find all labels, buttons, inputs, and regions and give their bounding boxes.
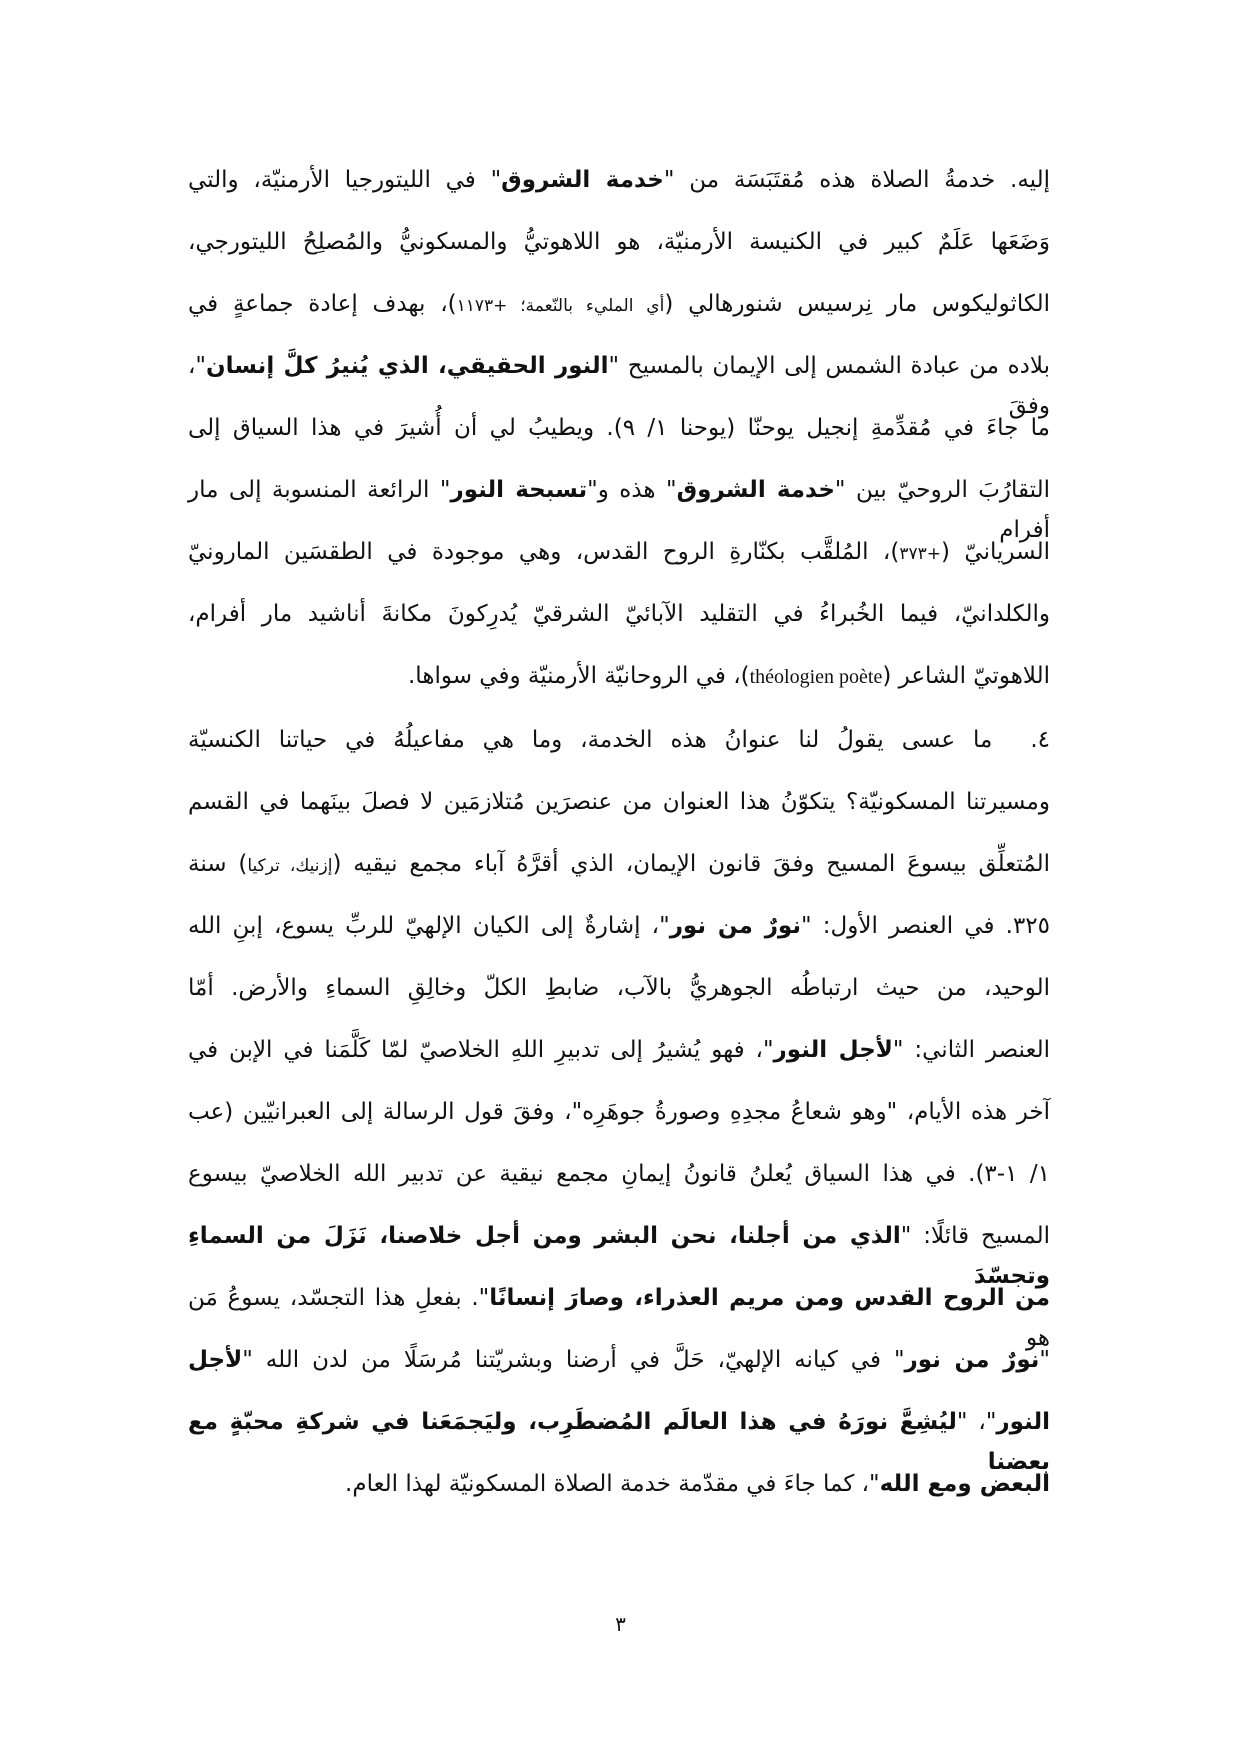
- page-number: ٣: [615, 1612, 626, 1636]
- text-run: إليه. خدمةُ الصلاة هذه مُقتَبَسَة من ": [663, 167, 1050, 193]
- bold-text-run: نورٌ من نور: [904, 1347, 1040, 1373]
- bold-text-run: لأجل: [188, 1347, 243, 1373]
- small-text-run: إزنيك، تركيا: [247, 856, 333, 876]
- text-run: ٣٢٥. في العنصر الأول: ": [801, 913, 1051, 939]
- text-line: [188, 1340, 1050, 1380]
- text-run: ما جاءَ في مُقدِّمةِ إنجيل يوحنّا (يوحنا ١/ ٩). ويطيبُ لي أن أُشيرَ في هذا السياق إلى: [188, 415, 1050, 441]
- text-line: [188, 1092, 1050, 1132]
- text-run: اللاهوتيّ الشاعر (: [882, 663, 1050, 689]
- line-content: [188, 1092, 1050, 1132]
- text-run: "، وفقَ: [188, 353, 1050, 419]
- line-content: [188, 284, 1050, 326]
- text-run: بلاده من عبادة الشمس إلى الإيمان بالمسيح ": [608, 353, 1050, 379]
- text-line: [188, 782, 1050, 822]
- text-line: [188, 346, 1050, 419]
- text-line: [188, 968, 1050, 1008]
- text-run: المُتعلِّق بيسوعَ المسيح وفقَ قانون الإيمان، الذي أقرَّهُ آباء مجمع نيقيه (: [332, 851, 1050, 877]
- text-run: ١/ ١-٣). في هذا السياق يُعلنُ قانونُ إيمانِ مجمع نيقية عن تدبير الله الخلاصيّ بيسوع: [188, 1161, 1051, 1187]
- bold-text-run: خدمة الشروق: [501, 167, 664, 193]
- text-run: العنصر الثاني: ": [892, 1037, 1050, 1063]
- text-run: التقارُبَ الروحيّ بين ": [834, 477, 1051, 503]
- text-run: " الرائعة المنسوبة إلى مار أفرام: [188, 477, 1050, 543]
- text-line: [188, 160, 1050, 200]
- small-text-run: أي المليء بالنّعمة؛ +١١٧٣: [456, 296, 665, 316]
- line-content: [188, 408, 1050, 448]
- line-content: [188, 656, 1050, 697]
- text-line: [188, 1030, 1050, 1070]
- text-line: [188, 532, 1050, 572]
- bold-text-run: ليُشِعَّ نورَهُ في هذا العالَم المُضطَرِب، وليَجمَعَنا في شركةِ محبّةٍ مع بعضنا: [188, 1409, 1050, 1475]
- text-run: ". بفعلِ هذا التجسّد، يسوعُ مَن هو: [188, 1285, 1050, 1351]
- line-content: [188, 906, 1050, 946]
- line-content: [188, 1030, 1050, 1070]
- text-run: ما عسى يقولُ لنا عنوانُ هذه الخدمة، وما هي مفاعيلُهُ في حياتنا الكنسيّة: [188, 727, 993, 753]
- text-run: الكاثوليكوس مار نِرسيس شنورهالي (: [664, 291, 1051, 317]
- text-line: [188, 720, 1050, 760]
- line-content: [188, 1464, 1050, 1504]
- text-run: ": [1039, 1347, 1050, 1373]
- bold-text-run: من الروح القدس ومن مريم العذراء، وصارَ إنسانًا: [489, 1285, 1050, 1311]
- text-run: وَضَعَها عَلَمٌ كبير في الكنيسة الأرمنيّة، هو اللاهوتيُّ والمسكونيُّ والمُصلِحُ الليتورجي،: [188, 229, 1050, 255]
- text-run: "، فهو يُشيرُ إلى تدبيرِ اللهِ الخلاصيّ لمّا كَلَّمَنا في الإبن في: [188, 1037, 774, 1063]
- line-content: [188, 1154, 1050, 1194]
- text-run: آخر هذه الأيام، "وهو شعاعُ مجدِهِ وصورةُ جوهَرِه"، وفقَ قول الرسالة إلى العبرانيّين (عب: [188, 1099, 1050, 1125]
- line-content: [188, 160, 1050, 200]
- text-run: )، في الروحانيّة الأرمنيّة وفي سواها.: [408, 663, 750, 689]
- text-run: "، كما جاءَ في مقدّمة خدمة الصلاة المسكونيّة لهذا العام.: [345, 1471, 880, 1497]
- text-line: [188, 1278, 1050, 1351]
- bold-text-run: الذي من أجلنا، نحن البشر ومن أجل خلاصنا، نَزَلَ من السماءِ وتجسّدَ: [188, 1223, 1050, 1289]
- text-run: السريانيّ (: [940, 539, 1050, 565]
- text-line: [188, 1216, 1051, 1289]
- text-line: [188, 1154, 1050, 1194]
- latin-text-run: théologien poète: [749, 666, 883, 688]
- text-run: " في الليتورجيا الأرمنيّة، والتي: [188, 167, 502, 193]
- line-content: [188, 720, 1050, 760]
- text-line: [188, 1464, 1050, 1504]
- line-content: [188, 844, 1050, 886]
- bold-text-run: لأجل النور: [773, 1037, 893, 1063]
- bold-text-run: تسبحة النور: [450, 477, 588, 503]
- text-run: )، بهدف إعادة جماعةٍ في: [188, 291, 457, 317]
- text-run: " هذه و": [587, 477, 677, 503]
- text-line: [188, 906, 1050, 946]
- bold-text-run: نورٌ من نور: [669, 913, 801, 939]
- line-content: [188, 594, 1050, 634]
- line-content: [188, 532, 1050, 574]
- text-line: [188, 656, 1050, 696]
- text-run: ومسيرتنا المسكونيّة؟ يتكوّنُ هذا العنوان من عنصرَين مُتلازمَين لا فصلَ بينَهما في القسم: [188, 789, 1050, 815]
- text-run: المسيح قائلًا: ": [900, 1223, 1051, 1249]
- bold-text-run: النور: [996, 1409, 1050, 1435]
- bold-text-run: خدمة الشروق: [676, 477, 835, 503]
- text-run: الوحيد، من حيث ارتباطُه الجوهريُّ بالآب، ضابطِ الكلّ وخالِقِ السماءِ والأرض. أمّا: [188, 975, 1050, 1001]
- small-text-run: +٣٧٣: [899, 544, 941, 564]
- line-content: [188, 1340, 1050, 1380]
- text-line: [188, 844, 1050, 884]
- bold-text-run: البعض ومع الله: [879, 1471, 1050, 1497]
- text-run: والكلدانيّ، فيما الخُبراءُ في التقليد الآبائيّ الشرقيّ يُدرِكونَ مكانةَ أناشيد مار أفرام،: [188, 601, 1050, 627]
- text-line: [188, 222, 1050, 262]
- line-content: [188, 782, 1050, 822]
- text-run: "، ": [956, 1409, 997, 1435]
- text-line: [188, 470, 1051, 543]
- text-run: " في كيانه الإلهيّ، حَلَّ في أرضنا وبشريّتنا مُرسَلًا من لدن الله ": [242, 1347, 905, 1373]
- text-line: [188, 594, 1050, 634]
- text-line: [188, 1402, 1050, 1475]
- paragraph-number: ٤.: [1030, 727, 1050, 753]
- text-run: "، إشارةٌ إلى الكيان الإلهيّ للربِّ يسوع، إبنِ الله: [188, 913, 670, 939]
- line-content: [188, 968, 1050, 1008]
- text-line: [188, 284, 1050, 324]
- text-run: )، المُلقَّب بكنّارةِ الروح القدس، وهي موجودة في الطقسَين المارونيّ: [188, 539, 900, 565]
- text-run: ) سنة: [188, 851, 248, 877]
- line-content: [188, 222, 1050, 262]
- text-line: [188, 408, 1050, 448]
- bold-text-run: النور الحقيقي، الذي يُنيرُ كلَّ إنسان: [206, 353, 609, 379]
